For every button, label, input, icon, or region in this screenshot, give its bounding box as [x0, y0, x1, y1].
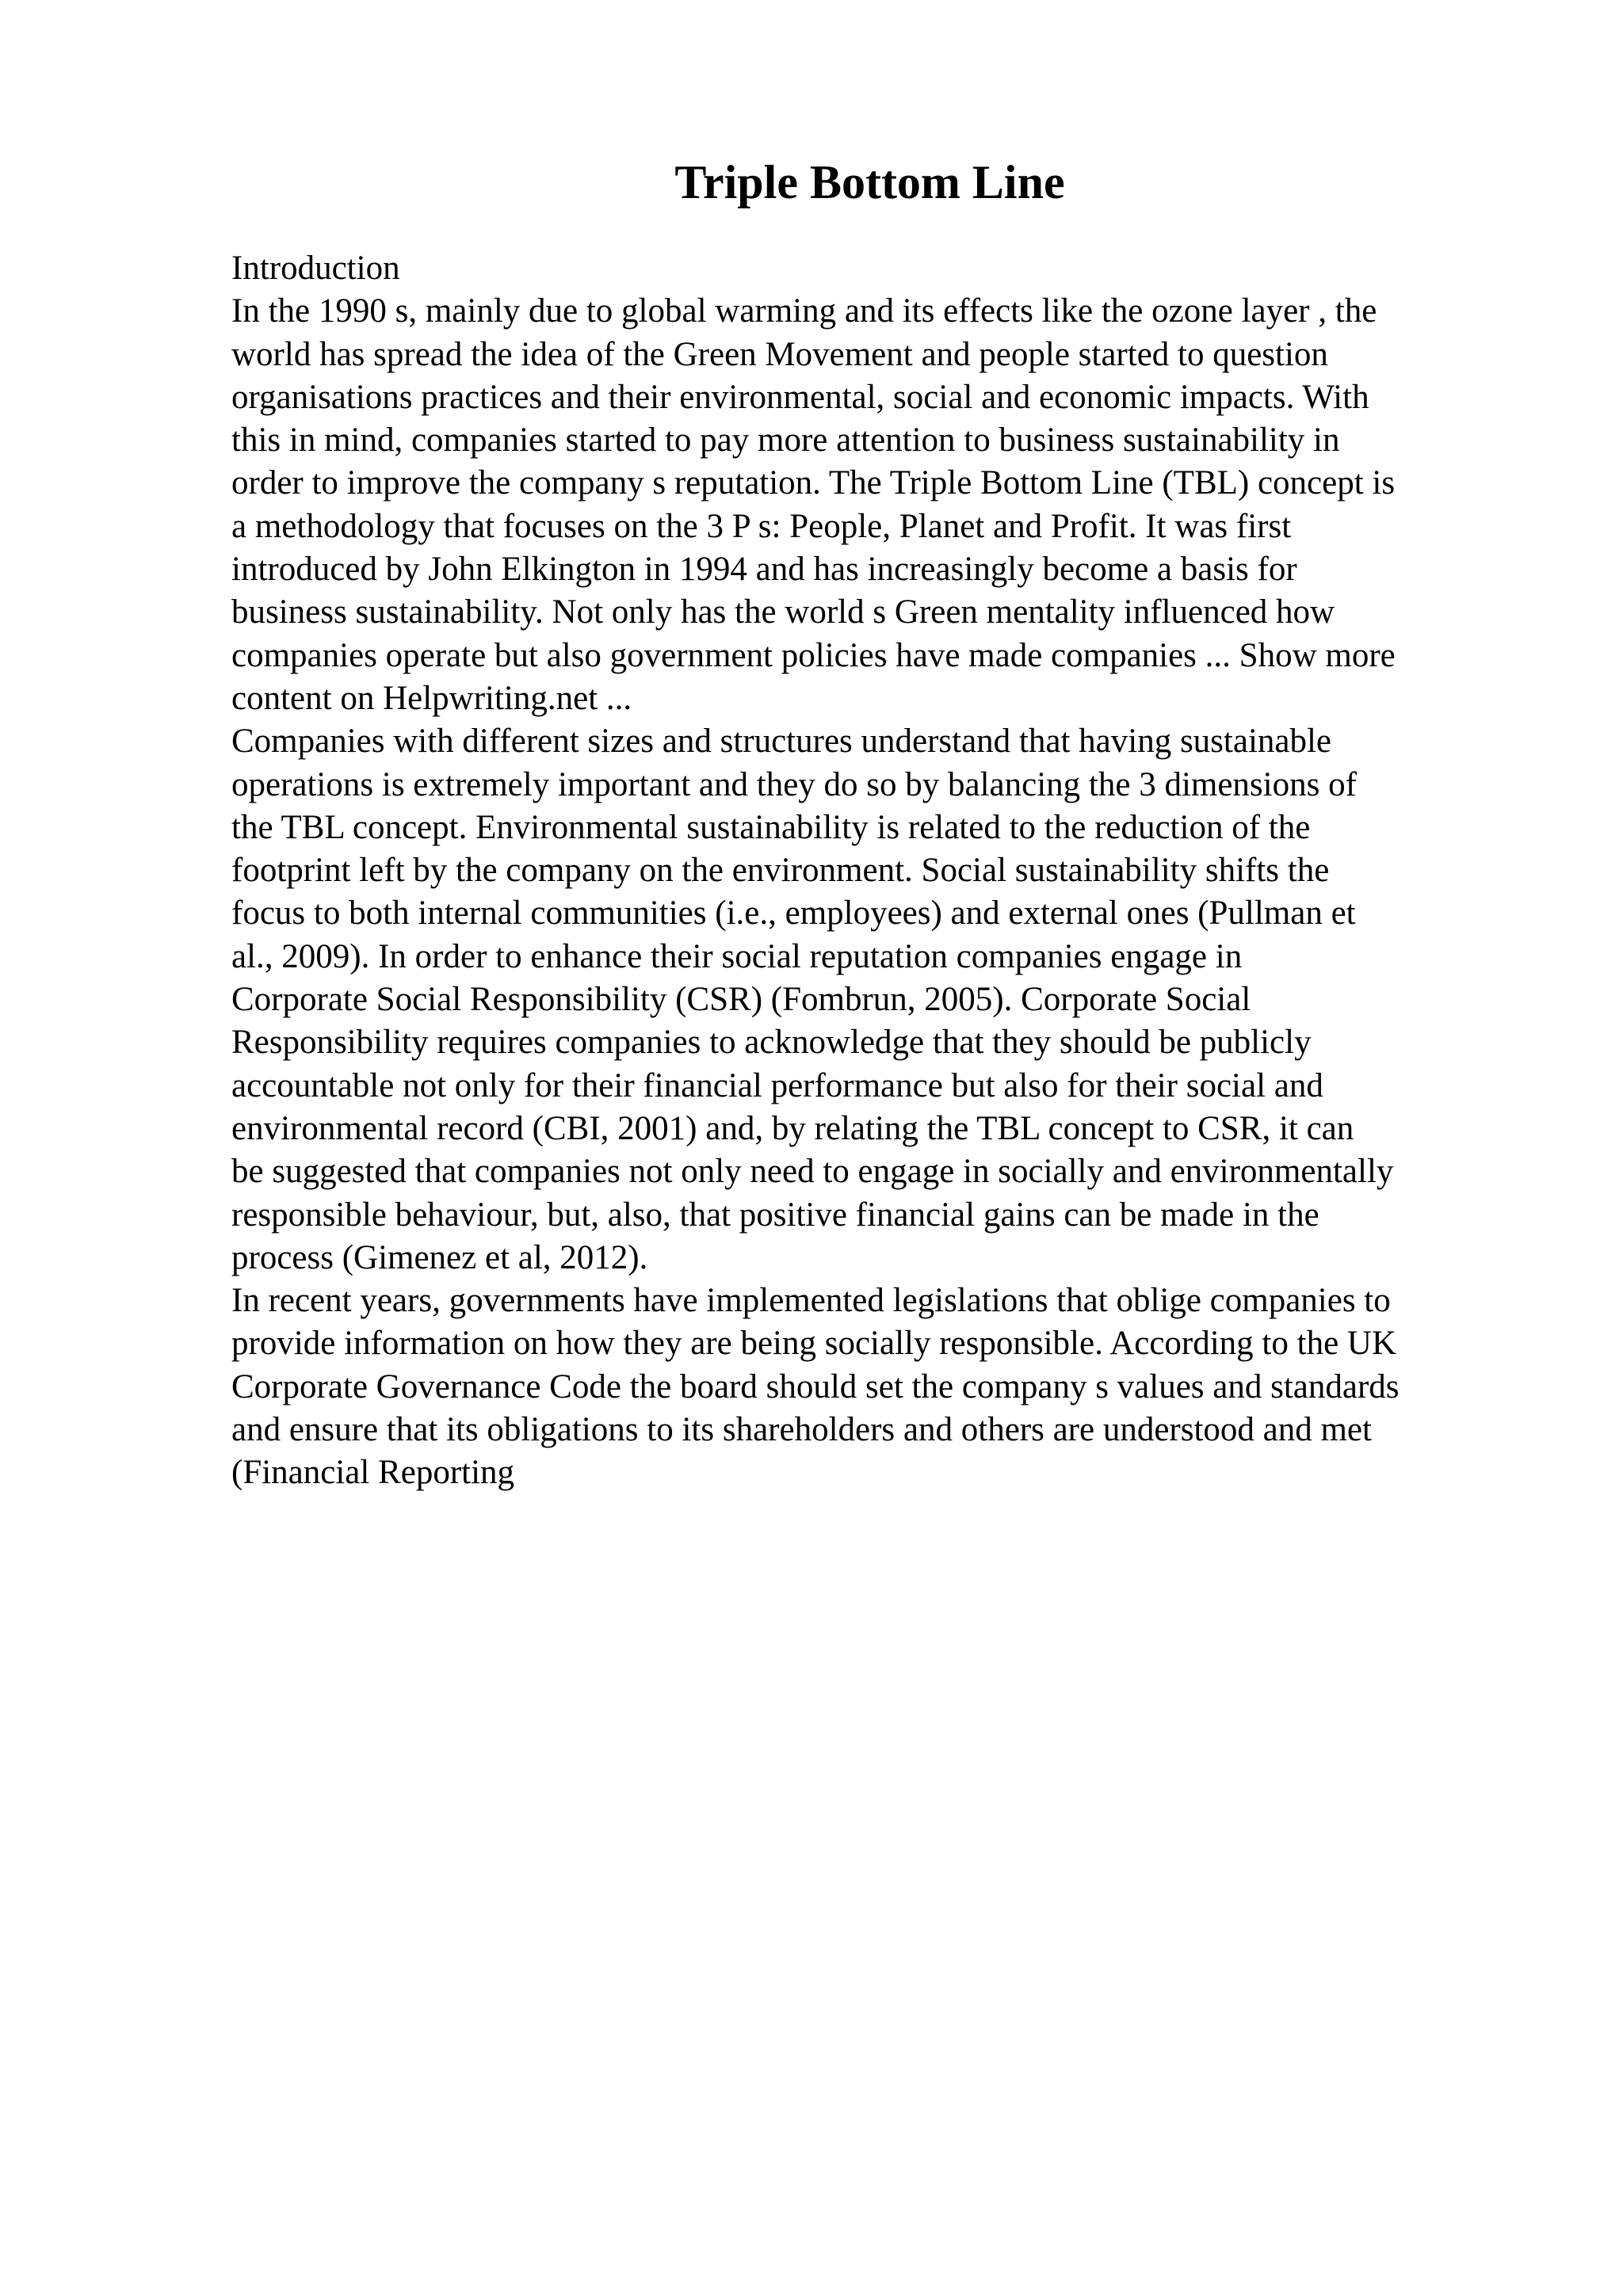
- text-line: responsible behaviour, but, also, that positive financial gains can be made in the: [231, 1196, 1319, 1234]
- text-line: business sustainability. Not only has the world s Green mentality influenced how: [231, 593, 1335, 631]
- text-line: footprint left by the company on the environment. Social sustainability shifts the: [231, 852, 1330, 890]
- text-line: the TBL concept. Environmental sustainability is related to the reduction of the: [231, 808, 1311, 846]
- text-line: a methodology that focuses on the 3 P s: People, Planet and Profit. It was first: [231, 507, 1292, 545]
- text-line: order to improve the company s reputation. The Triple Bottom Line (TBL) concept is: [231, 464, 1396, 502]
- document-title: Triple Bottom Line: [674, 156, 1065, 208]
- text-line: content on Helpwriting.net ...: [231, 679, 632, 717]
- text-line: be suggested that companies not only need to engage in socially and environmentally: [231, 1153, 1394, 1191]
- text-line: al., 2009). In order to enhance their social reputation companies engage in: [231, 937, 1243, 975]
- text-line: organisations practices and their environmental, social and economic impacts. With: [231, 378, 1369, 416]
- text-line: (Financial Reporting: [231, 1454, 515, 1492]
- text-line: Responsibility requires companies to acknowledge that they should be publicly: [231, 1024, 1312, 1062]
- text-line: In the 1990 s, mainly due to global warming and its effects like the ozone layer , the: [231, 292, 1377, 330]
- text-line: this in mind, companies started to pay more attention to business sustainability in: [231, 421, 1340, 460]
- document-body: [231, 247, 1499, 1495]
- text-line: Introduction: [231, 250, 400, 287]
- text-line: Corporate Governance Code the board should set the company s values and standards: [231, 1367, 1400, 1405]
- text-line: and ensure that its obligations to its shareholders and others are understood and met: [231, 1411, 1372, 1449]
- text-line: focus to both internal communities (i.e., employees) and external ones (Pullman et: [231, 894, 1356, 933]
- text-line: provide information on how they are being socially responsible. According to the UK: [231, 1325, 1397, 1363]
- text-line: Companies with different sizes and structures understand that having sustainable: [231, 723, 1332, 761]
- text-line: environmental record (CBI, 2001) and, by relating the TBL concept to CSR, it can: [231, 1109, 1354, 1147]
- text-line: Corporate Social Responsibility (CSR) (Fombrun, 2005). Corporate Social: [231, 981, 1251, 1019]
- text-line: process (Gimenez et al, 2012).: [231, 1238, 648, 1276]
- text-line: operations is extremely important and they do so by balancing the 3 dimensions of: [231, 765, 1357, 803]
- text-line: In recent years, governments have implemented legislations that oblige companies to: [231, 1282, 1391, 1320]
- text-line: world has spread the idea of the Green Movement and people started to question: [231, 335, 1328, 373]
- text-line: companies operate but also government policies have made companies ... Show more: [231, 636, 1396, 674]
- text-line: introduced by John Elkington in 1994 and has increasingly become a basis for: [231, 551, 1297, 589]
- text-line: accountable not only for their financial performance but also for their social and: [231, 1066, 1323, 1104]
